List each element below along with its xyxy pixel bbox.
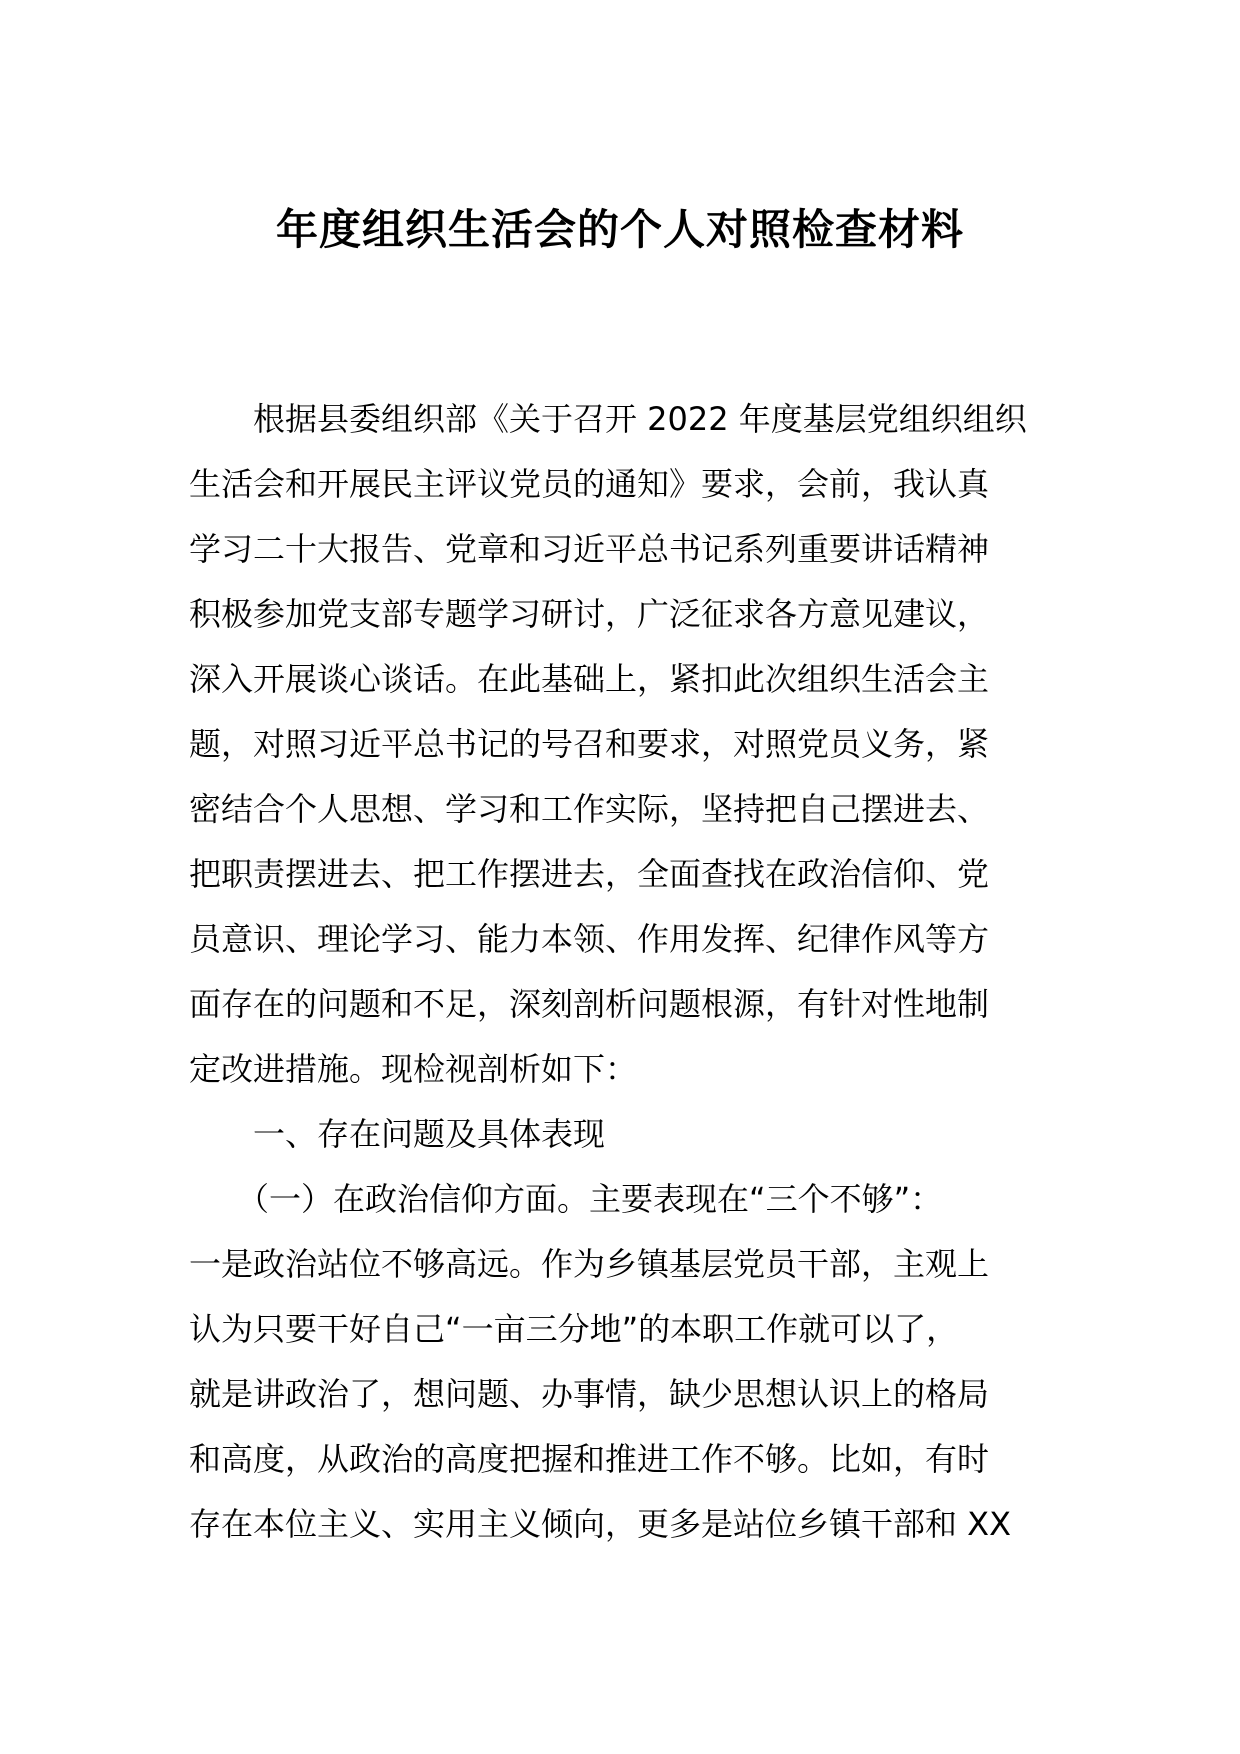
body-line-14: 一是政治站位不够高远。作为乡镇基层党员干部，主观上 — [189, 1245, 990, 1283]
section-heading: 一、存在问题及具体表现 — [189, 1115, 606, 1153]
body-line-10: 面存在的问题和不足，深刻剖析问题根源，有针对性地制 — [189, 985, 990, 1023]
document-body — [189, 387, 1059, 1557]
body-line-5: 深入开展谈心谈话。在此基础上，紧扣此次组织生活会主 — [189, 660, 990, 698]
body-line-3: 学习二十大报告、党章和习近平总书记系列重要讲话精神 — [189, 530, 990, 568]
body-line-11: 定改进措施。现检视剖析如下： — [189, 1050, 638, 1088]
body-line-4: 积极参加党支部专题学习研讨，广泛征求各方意见建议， — [189, 595, 990, 633]
subsection-line: （一）在政治信仰方面。主要表现在“三个不够”： — [189, 1180, 943, 1218]
body-line-7: 密结合个人思想、学习和工作实际，坚持把自己摆进去、 — [189, 790, 990, 828]
body-line-1: 根据县委组织部《关于召开 2022 年度基层党组织组织 — [189, 400, 1027, 438]
body-line-15: 认为只要干好自己“一亩三分地”的本职工作就可以了， — [189, 1310, 959, 1348]
body-line-17: 和高度，从政治的高度把握和推进工作不够。比如，有时 — [189, 1440, 990, 1478]
body-line-2: 生活会和开展民主评议党员的通知》要求，会前，我认真 — [189, 465, 990, 503]
body-line-18: 存在本位主义、实用主义倾向，更多是站位乡镇干部和 XX — [189, 1505, 1012, 1543]
body-line-9: 员意识、理论学习、能力本领、作用发挥、纪律作风等方 — [189, 920, 990, 958]
body-line-8: 把职责摆进去、把工作摆进去，全面查找在政治信仰、党 — [189, 855, 990, 893]
body-line-6: 题，对照习近平总书记的号召和要求，对照党员义务，紧 — [189, 725, 990, 763]
document-title: 年度组织生活会的个人对照检查材料 — [275, 205, 964, 254]
body-line-16: 就是讲政治了，想问题、办事情，缺少思想认识上的格局 — [189, 1375, 990, 1413]
